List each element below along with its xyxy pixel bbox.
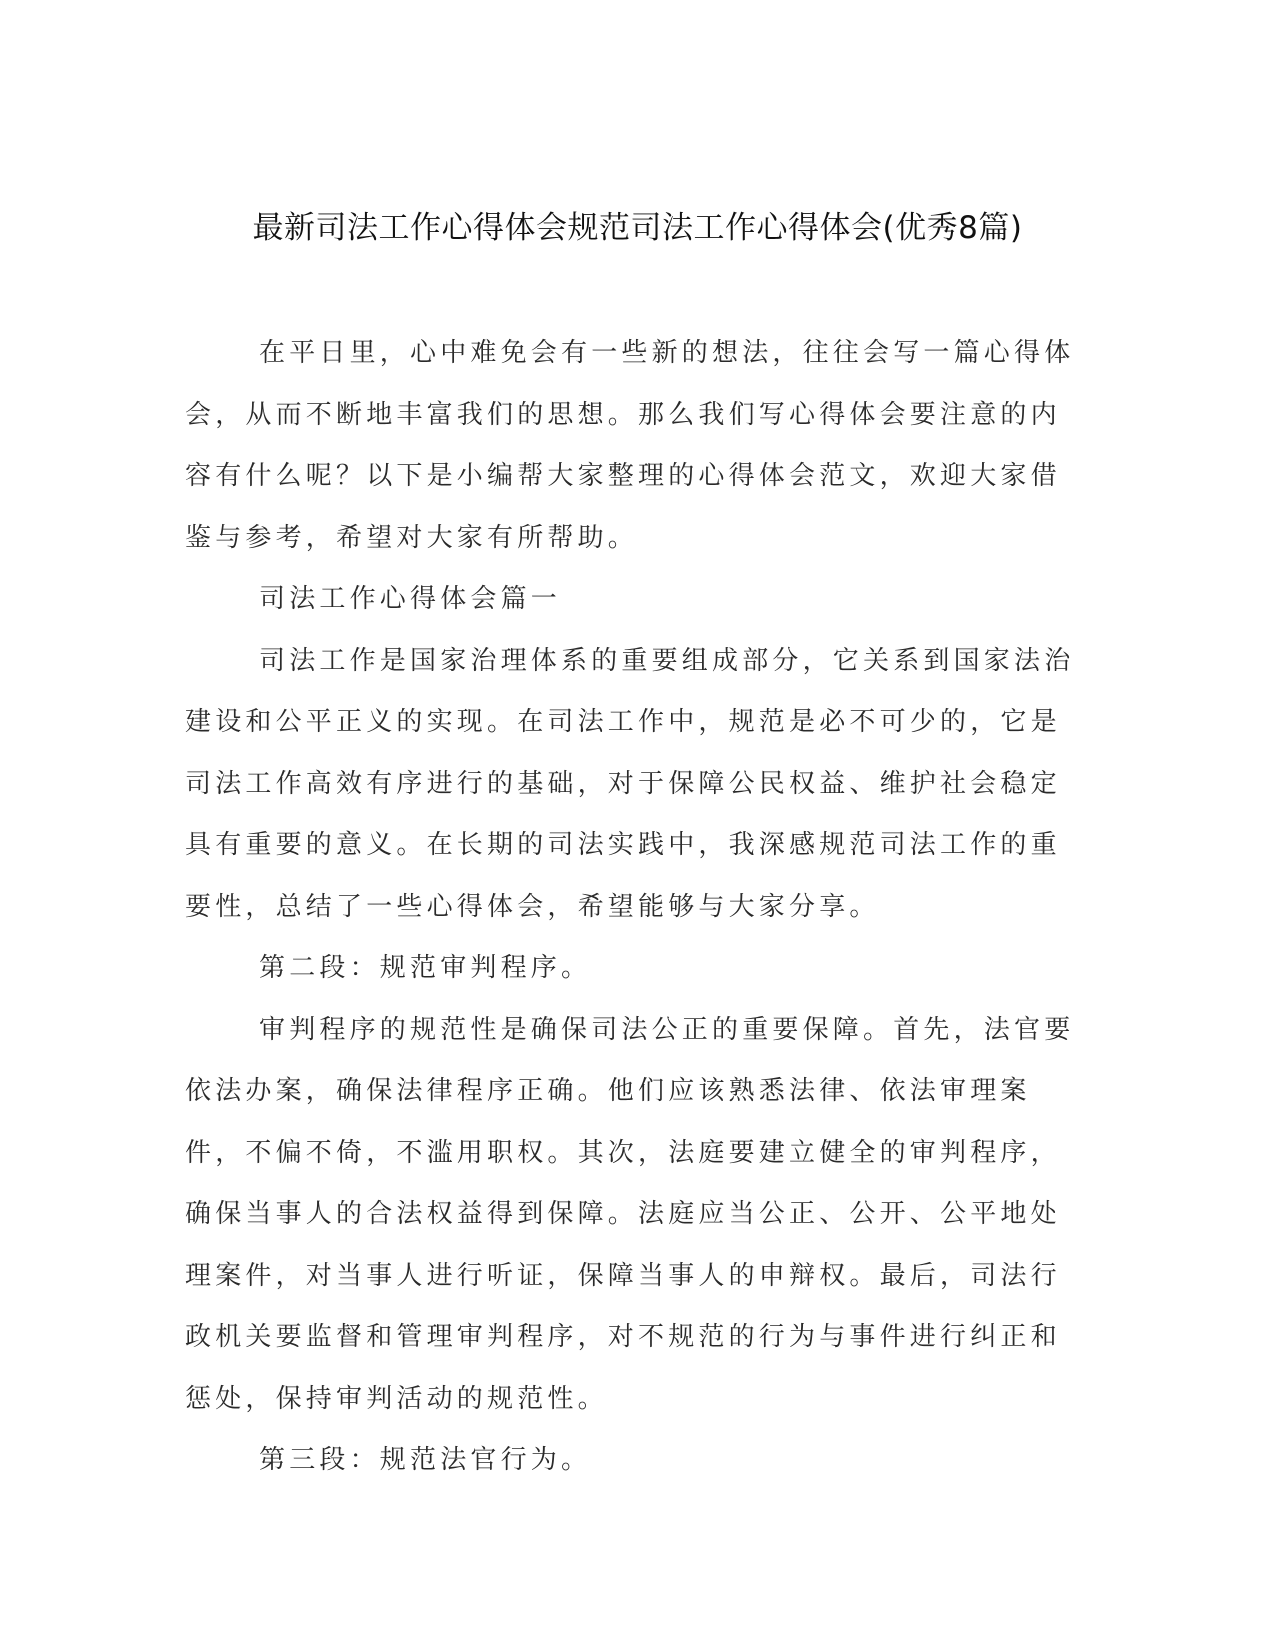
section-heading-3: 第三段：规范法官行为。 — [259, 1445, 592, 1475]
document-title: 最新司法工作心得体会规范司法工作心得体会(优秀8篇) — [252, 210, 1023, 246]
body-paragraph-2: 审判程序的规范性是确保司法公正的重要保障。首先，法官要依法办案，确保法律程序正确。他们应该熟悉法律、依法审理案件，不偏不倚，不滥用职权。其次，法庭要建立健全的审判程序，确保当事人的合法权益得到保障。法庭应当公正、公开、公平地处理案件，对当事人进行听证，保障当事人的申辩权。最后，司法行政机关要监督和管理审判程序，对不规范的行为与事件进行纠正和惩处，保持审判活动的规范性。 — [185, 1014, 1075, 1414]
section-heading-2: 第二段：规范审判程序。 — [259, 953, 592, 983]
document-body — [185, 323, 1085, 1492]
body-paragraph-1: 司法工作是国家治理体系的重要组成部分，它关系到国家法治建设和公平正义的实现。在司法工作中，规范是必不可少的，它是司法工作高效有序进行的基础，对于保障公民权益、维护社会稳定具有重要的意义。在长期的司法实践中，我深感规范司法工作的重要性，总结了一些心得体会，希望能够与大家分享。 — [185, 645, 1075, 922]
intro-paragraph: 在平日里，心中难免会有一些新的想法，往往会写一篇心得体会，从而不断地丰富我们的思想。那么我们写心得体会要注意的内容有什么呢？以下是小编帮大家整理的心得体会范文，欢迎大家借鉴与参考，希望对大家有所帮助。 — [185, 338, 1075, 553]
section-heading-1: 司法工作心得体会篇一 — [259, 584, 562, 614]
